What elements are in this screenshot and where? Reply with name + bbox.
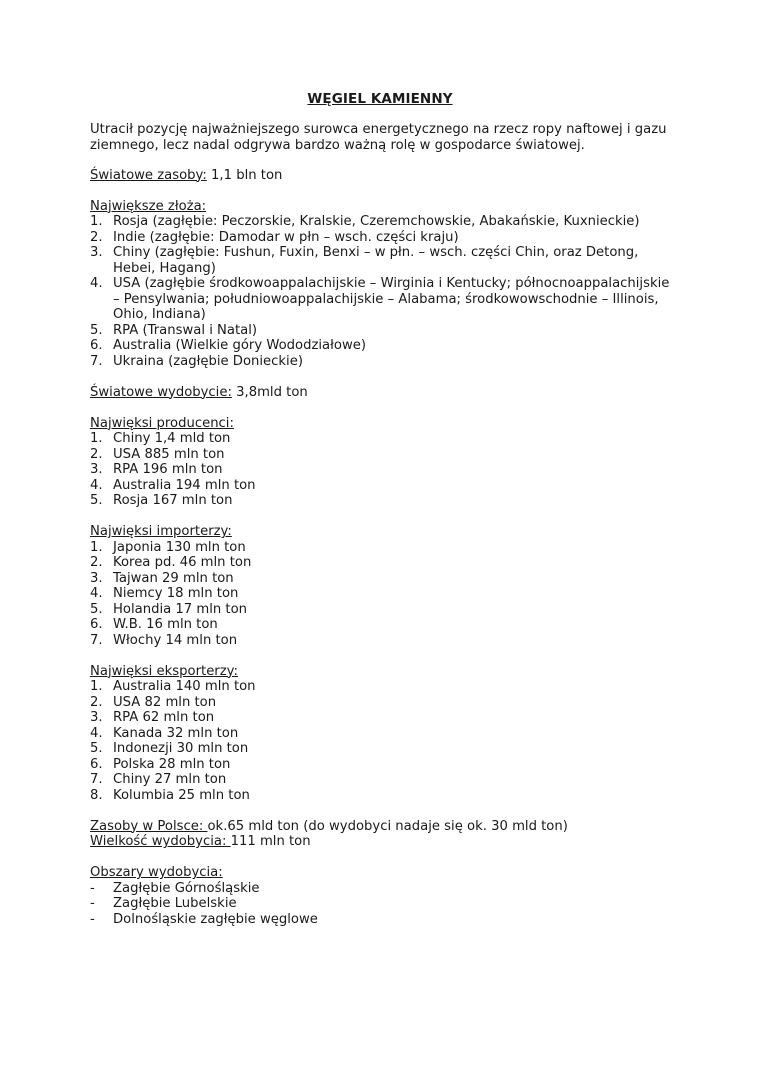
world-reserves-value: 1,1 bln ton	[206, 167, 283, 183]
intro-paragraph: Utracił pozycję najważniejszego surowca energetycznego na rzecz ropy naftowej i gazu ziemnego, lecz nadal odgrywa bardzo ważną rolę w gospodarce światowej.	[90, 122, 667, 153]
exporters-section	[90, 664, 680, 804]
poland-reserves-label: Zasoby w Polsce:	[90, 818, 208, 834]
list-item: 1. Chiny 1,4 mld ton	[90, 431, 231, 446]
deposits-list	[90, 214, 680, 369]
world-production-label: Światowe wydobycie:	[90, 384, 232, 400]
importers-list	[90, 540, 680, 649]
deposits-heading: Największe złoża:	[90, 198, 207, 214]
list-item: 2. Korea pd. 46 mln ton	[90, 555, 252, 570]
list-item: 2. USA 885 mln ton	[90, 446, 225, 462]
world-production-value: 3,8mld ton	[231, 384, 308, 400]
mining-areas-section	[90, 865, 680, 927]
list-item: - Dolnośląskie zagłębie węglowe	[90, 911, 318, 927]
world-production-line	[90, 385, 680, 401]
poland-production-value: 111 mln ton	[230, 834, 311, 849]
producers-list	[90, 431, 680, 509]
list-item: 3. Tajwan 29 mln ton	[90, 570, 234, 586]
list-item: 5. RPA (Transwal i Natal)	[90, 322, 258, 338]
poland-production-line	[90, 834, 680, 850]
list-item: 4. Australia 194 mln ton	[90, 477, 256, 493]
list-item: 7. Chiny 27 mln ton	[90, 772, 227, 787]
poland-reserves-line	[90, 819, 680, 835]
list-item: 5. Indonezji 30 mln ton	[90, 741, 249, 756]
poland-section	[90, 819, 680, 850]
list-item: 1. Australia 140 mln ton	[90, 679, 256, 694]
list-item: 6. W.B. 16 mln ton	[90, 617, 218, 632]
exporters-heading: Najwięksi eksporterzy:	[90, 663, 238, 679]
poland-reserves-value: ok.65 mld ton (do wydobyci nadaje się ok. 30 mld ton)	[207, 818, 568, 834]
document-title: WĘGIEL KAMIENNY	[307, 91, 453, 107]
producers-heading: Najwięksi producenci:	[90, 415, 234, 431]
mining-areas-list	[90, 881, 680, 928]
list-item: 4. USA (zagłębie środkowoappalachijskie – Wirginia i Kentucky; północnoappalachijskie – Pensylwania; południowoappalachijskie – Alabama; środkowowschodnie – Illinois, Ohio, Indiana)	[90, 276, 670, 322]
list-item: 4. Niemcy 18 mln ton	[90, 586, 239, 601]
mining-areas-heading: Obszary wydobycia:	[90, 865, 223, 880]
list-item: 2. USA 82 mln ton	[90, 694, 217, 710]
list-item: 6. Australia (Wielkie góry Wododziałowe)	[90, 338, 366, 353]
world-reserves-label: Światowe zasoby:	[90, 167, 207, 183]
importers-section	[90, 524, 680, 648]
list-item: 3. Chiny (zagłębie: Fushun, Fuxin, Benxi – w płn. – wsch. części Chin, oraz Detong, Hebei, Hagang)	[90, 245, 639, 276]
list-item: - Zagłębie Górnośląskie	[90, 880, 260, 896]
list-item: 5. Holandia 17 mln ton	[90, 601, 248, 617]
deposits-section	[90, 199, 680, 370]
list-item: 3. RPA 196 mln ton	[90, 462, 223, 477]
list-item: 1. Rosja (zagłębie: Peczorskie, Kralskie, Czeremchowskie, Abakańskie, Kuxnieckie)	[90, 214, 640, 229]
list-item: 8. Kolumbia 25 mln ton	[90, 787, 250, 803]
list-item: 5. Rosja 167 mln ton	[90, 493, 233, 508]
list-item: 4. Kanada 32 mln ton	[90, 725, 239, 741]
list-item: 3. RPA 62 mln ton	[90, 710, 215, 725]
list-item: 6. Polska 28 mln ton	[90, 756, 231, 772]
list-item: 7. Ukraina (zagłębie Donieckie)	[90, 353, 303, 369]
world-reserves-line	[90, 168, 680, 184]
poland-production-label: Wielkość wydobycia:	[90, 834, 231, 849]
producers-section	[90, 416, 680, 509]
list-item: 7. Włochy 14 mln ton	[90, 632, 238, 648]
document-body	[90, 122, 680, 943]
importers-heading: Najwięksi importerzy:	[90, 524, 232, 539]
list-item: 1. Japonia 130 mln ton	[90, 539, 246, 555]
list-item: 2. Indie (zagłębie: Damodar w płn – wsch. części kraju)	[90, 229, 459, 245]
exporters-list	[90, 679, 680, 803]
list-item: - Zagłębie Lubelskie	[90, 896, 237, 911]
